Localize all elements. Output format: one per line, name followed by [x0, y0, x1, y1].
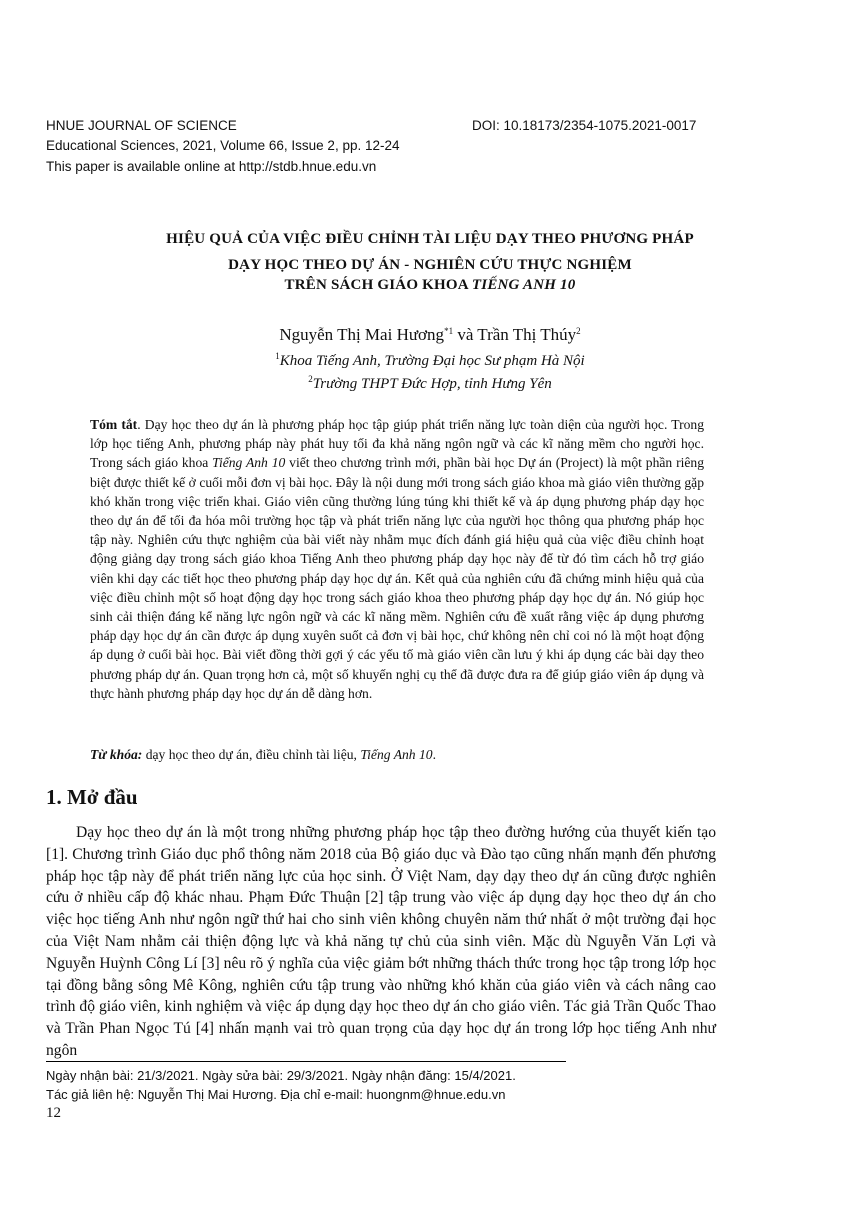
author-2: và Trần Thị Thúy [453, 325, 577, 344]
online-info: This paper is available online at http://stdb.hnue.edu.vn [46, 159, 377, 174]
title-line-2: DẠY HỌC THEO DỰ ÁN - NGHIÊN CỨU THỰC NGHIỆM [228, 257, 632, 273]
affiliation-2 [60, 368, 800, 395]
issue-info: Educational Sciences, 2021, Volume 66, Issue 2, pp. 12-24 [46, 138, 400, 153]
section-paragraph: Dạy học theo dự án là một trong những phương pháp học tập theo đường hướng của thuyết kiến tạo [1]. Chương trình Giáo dục phổ thông năm 2018 của Bộ giáo dục và Đào tạo cũng nhấn mạnh đến phương pháp học tập này để phát triển năng lực của học sinh. Ở Việt Nam, dạy dạy theo dự án cũng được nghiên cứu ở nhiều cấp độ khác nhau. Phạm Đức Thuận [2] tập trung vào việc áp dụng dạy học theo dự án cho việc học tiếng Anh như ngôn ngữ thứ hai cho sinh viên không chuyên năm thứ nhất ở một trường đại học của Việt Nam nhằm cải thiện động lực và khả năng tự chủ của sinh viên. Mặc dù Nguyễn Văn Lợi và Nguyễn Huỳnh Công Lí [3] nêu rõ ý nghĩa của việc giảm bớt những thách thức trong học tập trong lớp học tại đồng bằng sông Mê Kông, nghiên cứu tập trung vào những khó khăn của giáo viên và cách nâng cao trình độ giáo viên, kinh nghiệm và việc áp dụng dạy học theo dự án cho giáo viên. Tác giả Trần Quốc Thao và Trần Phan Ngọc Tú [4] nhấn mạnh vai trò quan trọng của dạy học dự án trong lớp học tiếng Anh như ngôn [46, 824, 716, 1059]
title-line-3-italic: TIẾNG ANH 10 [471, 277, 576, 293]
keywords [90, 745, 704, 764]
page-number: 12 [46, 1105, 61, 1121]
section-heading: 1. Mở đầu [46, 785, 138, 809]
abstract-text-a: . Dạy học theo dự án là phương pháp học tập giúp phát triển năng lực toàn diện của người học. Trong lớp học tiếng Anh, phương pháp này phát huy tối đa khả năng ngôn ngữ và các kĩ năng mềm cho người học. Trong sách giáo khoa [90, 417, 705, 471]
keywords-text: dạy học theo dự án, điều chỉnh tài liệu, [142, 747, 361, 762]
affiliation-1-text: Khoa Tiếng Anh, Trường Đại học Sư phạm Hà Nội [279, 353, 585, 369]
author-2-sup: 2 [576, 326, 581, 336]
journal-name: HNUE JOURNAL OF SCIENCE [46, 118, 237, 133]
footnote-contact: Tác giả liên hệ: Nguyễn Thị Mai Hương. Địa chỉ e-mail: huongnm@hnue.edu.vn [46, 1087, 506, 1102]
keywords-label: Từ khóa: [90, 747, 143, 762]
abstract-label: Tóm tắt [90, 417, 138, 432]
footnote-rule [46, 1061, 566, 1062]
affiliation-2-text: Trường THPT Đức Hợp, tỉnh Hưng Yên [312, 376, 552, 392]
keywords-end: . [432, 747, 437, 762]
keywords-italic: Tiếng Anh 10 [360, 747, 433, 762]
title-line-1: HIỆU QUẢ CỦA VIỆC ĐIỀU CHỈNH TÀI LIỆU DẠY THEO PHƯƠNG PHÁP [166, 231, 694, 247]
footnote-dates: Ngày nhận bài: 21/3/2021. Ngày sửa bài: 29/3/2021. Ngày nhận đăng: 15/4/2021. [46, 1068, 516, 1083]
abstract [90, 415, 704, 703]
title-line-3 [60, 272, 800, 298]
abstract-text-b: viết theo chương trình mới, phần bài học Dự án (Project) là một phần riêng biệt được thiết kế ở cuối mỗi đơn vị bài học. Đây là nội dung mới trong sách giáo khoa mà giáo viên thường gặp khó khăn trong việc triển khai. Giáo viên cũng thường lúng túng khi thiết kế và áp dụng phương pháp dạy học theo dự án để tối đa hóa môi trường học tập và phát triển năng lực của người học thông qua phương pháp học tập này. Nghiên cứu thực nghiệm của bài viết này nhằm mục đích đánh giá hiệu quả của việc điều chỉnh hoạt động giảng dạy trong sách giáo khoa Tiếng Anh theo phương pháp dạy học này để từ đó tìm cách hỗ trợ giáo viên khi dạy các tiết học theo phương pháp dạy học dự án. Kết quả của nghiên cứu đã chứng minh hiệu quả của việc điều chỉnh một số hoạt động dạy học trong sách giáo khoa theo phương pháp dạy học dự án. Nó giúp học sinh cải thiện đáng kể năng lực ngôn ngữ và các kĩ năng mềm. Nghiên cứu đề xuất rằng việc áp dụng phương pháp dạy học dự án cần được áp dụng xuyên suốt cả đơn vị bài học, chứ không nên chỉ coi nó là một hoạt động áp dụng ở cuối bài học. Bài viết đồng thời gợi ý các yếu tố mà giáo viên cần lưu ý khi áp dụng các bài dạy theo phương pháp dự án. Quan trọng hơn cả, một số khuyến nghị cụ thể đã được đưa ra để giúp giáo viên áp dụng và thực hành phương pháp dạy học dự án dễ dàng hơn. [90, 455, 704, 701]
title-line-3-plain: TRÊN SÁCH GIÁO KHOA [284, 277, 472, 293]
author-1: Nguyễn Thị Mai Hương [279, 325, 445, 344]
authors [60, 320, 800, 346]
affiliation-1-sup: 1 [275, 351, 280, 361]
author-1-sup: *1 [444, 326, 454, 336]
doi: DOI: 10.18173/2354-1075.2021-0017 [472, 118, 697, 133]
affiliation-2-sup: 2 [308, 374, 313, 384]
abstract-italic: Tiếng Anh 10 [212, 455, 286, 471]
